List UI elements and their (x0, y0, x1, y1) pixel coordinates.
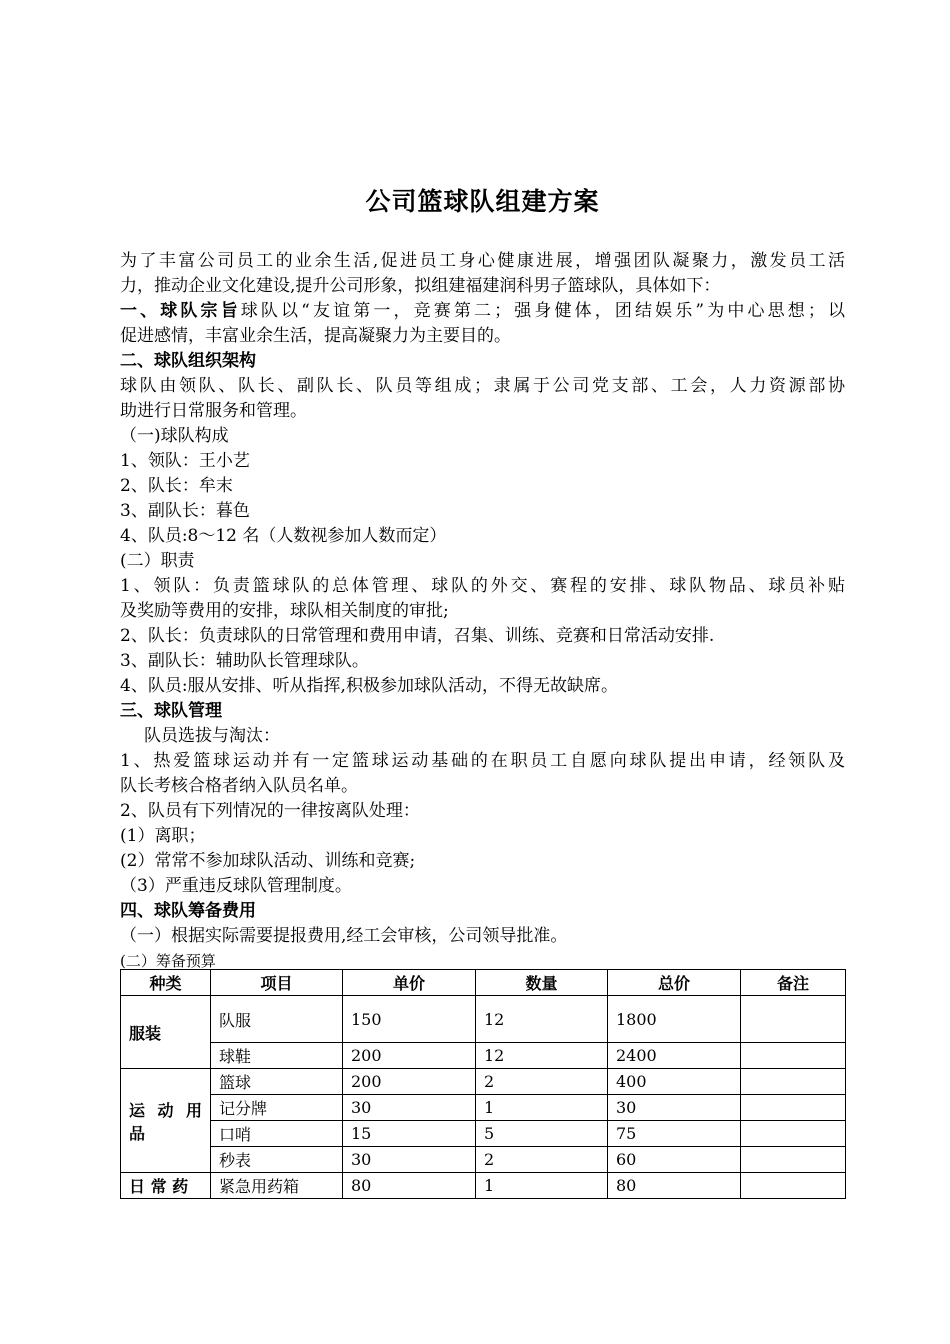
cell-total: 400 (608, 1069, 741, 1095)
category-clothing: 服装 (121, 996, 211, 1069)
table-row (121, 1121, 846, 1147)
cell-qty: 2 (476, 1147, 608, 1173)
member-item: 1、领队：王小艺 (120, 451, 250, 471)
table-row (121, 1147, 846, 1173)
section-4-sub2: (二）筹备预算 (120, 952, 216, 970)
cell-note (741, 1043, 846, 1069)
cell-item: 队服 (211, 996, 343, 1043)
member-item: 2、队长：牟末 (120, 476, 233, 496)
cell-total: 60 (608, 1147, 741, 1173)
cell-note (741, 1147, 846, 1173)
cell-qty: 1 (476, 1173, 608, 1199)
table-row (121, 1069, 846, 1095)
section-1-heading: 一、球队宗旨 (120, 301, 241, 321)
table-row (121, 996, 846, 1043)
cell-total: 30 (608, 1095, 741, 1121)
cell-item: 秒表 (211, 1147, 343, 1173)
cell-price: 30 (343, 1147, 476, 1173)
cell-price: 30 (343, 1095, 476, 1121)
header-note: 备注 (741, 970, 846, 996)
cell-note (741, 1173, 846, 1199)
cell-price: 15 (343, 1121, 476, 1147)
duty-item: 1、领队：负责篮球队的总体管理、球队的外交、赛程的安排、球队物品、球员补贴 (120, 576, 845, 596)
section-2-heading: 二、球队组织架构 (120, 351, 256, 371)
duty-item: 3、副队长：辅助队长管理球队。 (120, 651, 369, 671)
table-row (121, 1095, 846, 1121)
header-total: 总价 (608, 970, 741, 996)
cell-note (741, 996, 846, 1043)
management-item: 队长考核合格者纳入队员名单。 (120, 776, 358, 796)
cell-price: 200 (343, 1043, 476, 1069)
management-item: (1）离职； (120, 826, 206, 846)
header-unit-price: 单价 (343, 970, 476, 996)
member-item: 3、副队长：暮色 (120, 501, 250, 521)
section-1-line: 促进感情，丰富业余生活，提高凝聚力为主要目的。 (120, 326, 511, 346)
cell-qty: 12 (476, 1043, 608, 1069)
duty-item: 4、队员:服从安排、听从指挥,积极参加球队活动，不得无故缺席。 (120, 676, 618, 696)
cell-total: 2400 (608, 1043, 741, 1069)
cell-item: 口哨 (211, 1121, 343, 1147)
cell-item: 篮球 (211, 1069, 343, 1095)
cell-price: 200 (343, 1069, 476, 1095)
table-header-row (121, 970, 846, 996)
section-2-desc: 球队由领队、队长、副队长、队员等组成；隶属于公司党支部、工会，人力资源部协 (120, 376, 845, 396)
management-item: 2、队员有下列情况的一律按离队处理： (120, 801, 420, 821)
cell-total: 75 (608, 1121, 741, 1147)
management-item: (2）常常不参加球队活动、训练和竞赛; (120, 851, 416, 871)
cell-qty: 2 (476, 1069, 608, 1095)
section-4-heading: 四、球队筹备费用 (120, 901, 256, 921)
cell-price: 80 (343, 1173, 476, 1199)
cell-price: 150 (343, 996, 476, 1043)
member-item: 4、队员:8～12 名（人数视参加人数而定） (120, 526, 447, 546)
section-4-sub1: （一）根据实际需要提报费用,经工会审核，公司领导批准。 (120, 926, 568, 946)
category-sports: 运 动 用 品 (121, 1069, 211, 1173)
header-item: 项目 (211, 970, 343, 996)
management-item: （3）严重违反球队管理制度。 (120, 876, 352, 896)
document-title: 公司篮球队组建方案 (365, 187, 600, 216)
cell-qty: 12 (476, 996, 608, 1043)
duty-item: 2、队长：负责球队的日常管理和费用申请，召集、训练、竞赛和日常活动安排. (120, 626, 715, 646)
cell-note (741, 1095, 846, 1121)
cell-total: 80 (608, 1173, 741, 1199)
intro-line: 为了丰富公司员工的业余生活,促进员工身心健康进展，增强团队凝聚力，激发员工活 (120, 251, 845, 271)
header-category: 种类 (121, 970, 211, 996)
intro-line: 力，推动企业文化建设,提升公司形象，拟组建福建润科男子篮球队，具体如下： (120, 276, 721, 296)
budget-table (120, 969, 846, 1199)
duty-item: 及奖励等费用的安排，球队相关制度的审批; (120, 601, 449, 621)
section-3-heading: 三、球队管理 (120, 701, 222, 721)
cell-total: 1800 (608, 996, 741, 1043)
cell-qty: 1 (476, 1095, 608, 1121)
header-quantity: 数量 (476, 970, 608, 996)
table-row (121, 1173, 846, 1199)
section-1-text: 球队以“友谊第一，竞赛第二；强身健体，团结娱乐”为中心思想；以 (240, 301, 846, 321)
cell-item: 紧急用药箱 (211, 1173, 343, 1199)
section-1-line (120, 299, 845, 324)
cell-item: 记分牌 (211, 1095, 343, 1121)
subsection-team-composition: （一)球队构成 (120, 426, 229, 446)
table-row (121, 1043, 846, 1069)
section-2-desc: 助进行日常服务和管理。 (120, 401, 307, 421)
document-body (120, 249, 845, 974)
category-medicine: 日 常 药 (121, 1173, 211, 1199)
cell-note (741, 1069, 846, 1095)
management-item: 1、热爱篮球运动并有一定篮球运动基础的在职员工自愿向球队提出申请，经领队及 (120, 751, 845, 771)
cell-note (741, 1121, 846, 1147)
section-3-sub: 队员选拔与淘汰： (144, 726, 280, 746)
cell-item: 球鞋 (211, 1043, 343, 1069)
subsection-duties: (二）职责 (120, 551, 195, 571)
cell-qty: 5 (476, 1121, 608, 1147)
